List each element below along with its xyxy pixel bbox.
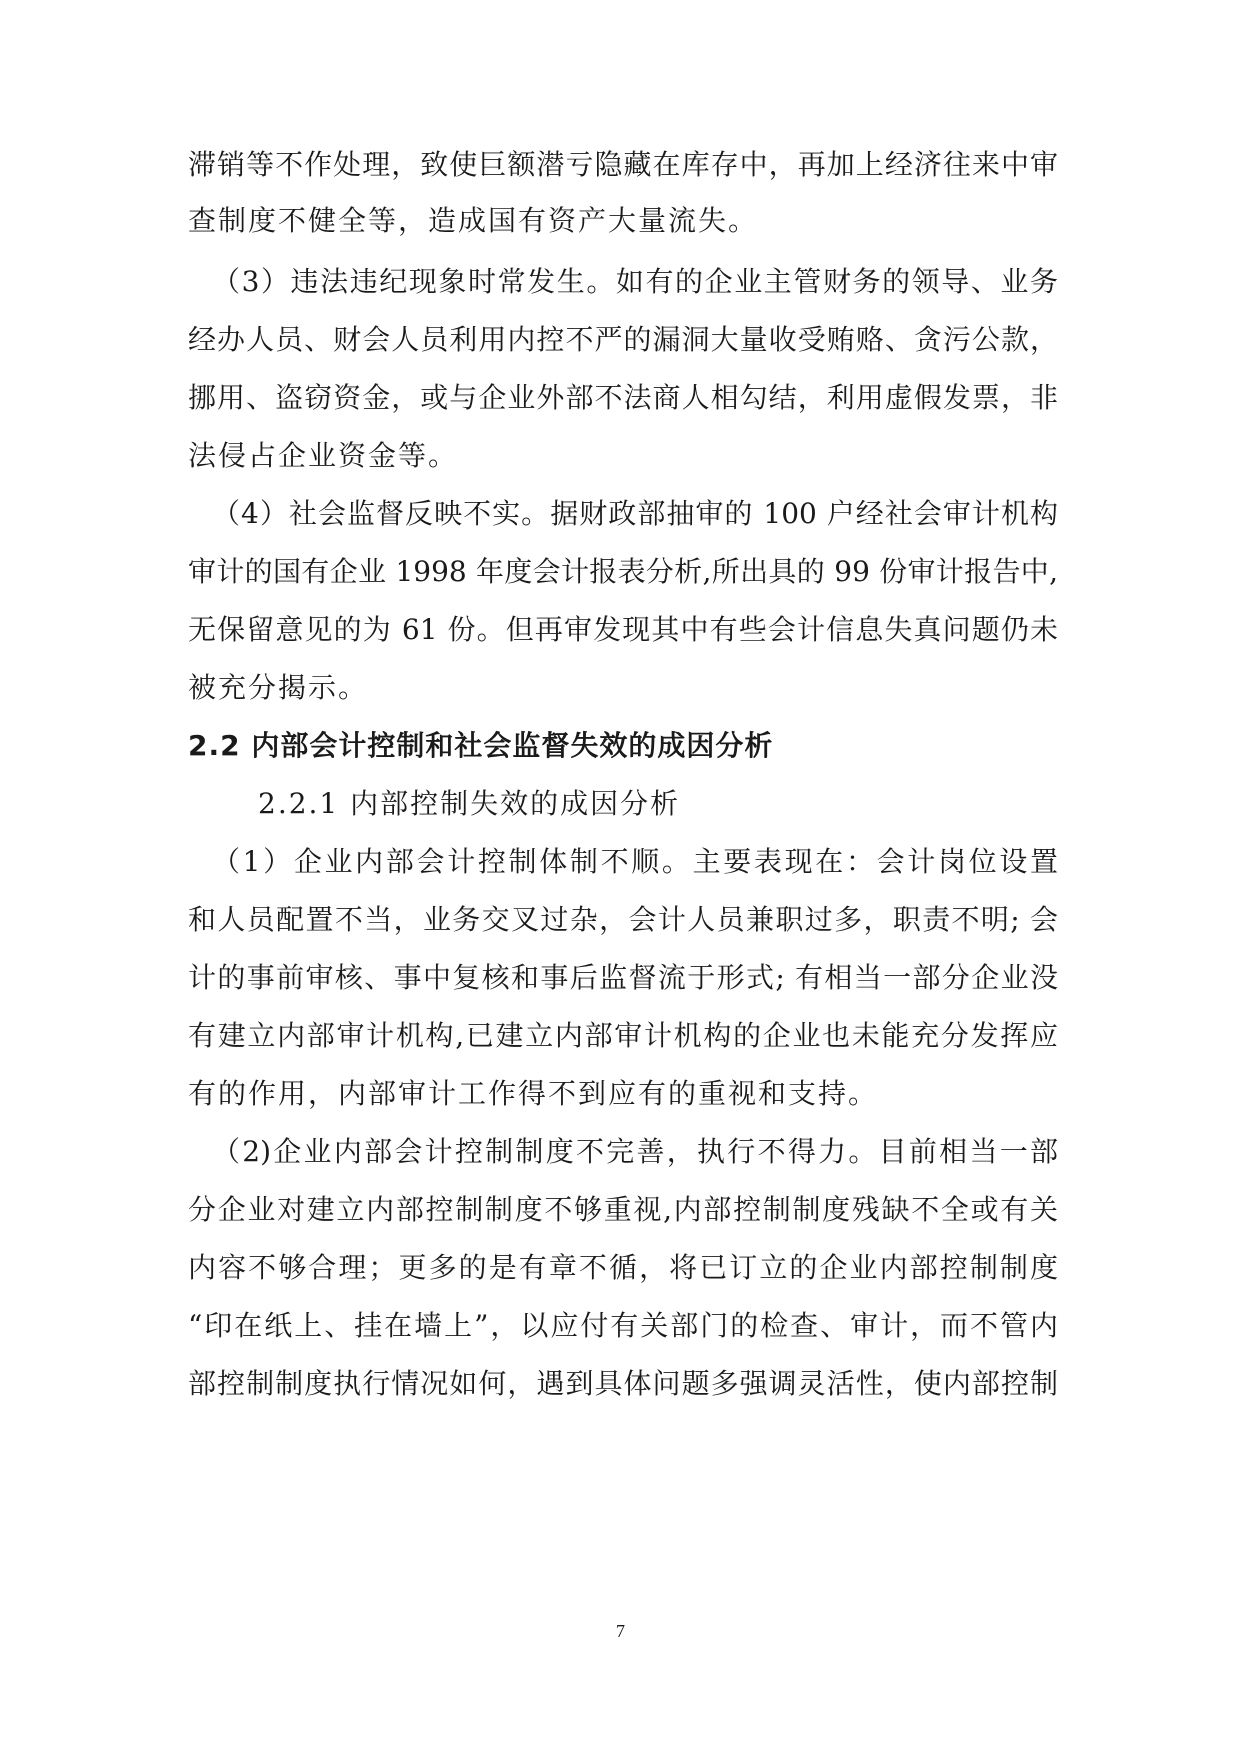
paragraph-4-line-5: 有的作用，内部审计工作得不到应有的重视和支持。: [188, 1077, 879, 1110]
paragraph-2-line-3: 挪用、盗窃资金，或与企业外部不法商人相勾结，利用虚假发票，非: [188, 381, 1058, 414]
page-number: 7: [616, 1621, 625, 1641]
paragraph-1-line-2: 查制度不健全等，造成国有资产大量流失。: [188, 204, 759, 237]
paragraph-3-line-2: 审计的国有企业 1998 年度会计报表分析,所出具的 99 份审计报告中,: [188, 555, 1058, 588]
paragraph-4-line-3: 计的事前审核、事中复核和事后监督流于形式; 有相当一部分企业没: [188, 961, 1058, 994]
section-heading: 2.2 内部会计控制和社会监督失效的成因分析: [188, 729, 774, 762]
paragraph-2-line-2: 经办人员、财会人员利用内控不严的漏洞大量收受贿赂、贪污公款，: [188, 323, 1058, 356]
paragraph-2-line-4: 法侵占企业资金等。: [188, 439, 459, 472]
paragraph-5-line-2: 分企业对建立内部控制制度不够重视,内部控制制度残缺不全或有关: [188, 1193, 1058, 1226]
paragraph-5-line-1: （2)企业内部会计控制制度不完善，执行不得力。目前相当一部: [212, 1135, 1058, 1168]
paragraph-4-line-2: 和人员配置不当，业务交叉过杂，会计人员兼职过多，职责不明; 会: [188, 903, 1058, 936]
paragraph-3-line-4: 被充分揭示。: [188, 671, 369, 704]
paragraph-5-line-3: 内容不够合理；更多的是有章不循，将已订立的企业内部控制制度: [188, 1251, 1058, 1284]
paragraph-3-line-1: （4）社会监督反映不实。据财政部抽审的 100 户经社会审计机构: [212, 497, 1058, 530]
paragraph-2-line-1: （3）违法违纪现象时常发生。如有的企业主管财务的领导、业务: [212, 265, 1058, 298]
paragraph-5-line-4: “印在纸上、挂在墙上”，以应付有关部门的检查、审计，而不管内: [188, 1309, 1058, 1342]
paragraph-4-line-1: （1）企业内部会计控制体制不顺。主要表现在：会计岗位设置: [212, 845, 1058, 878]
paragraph-1-line-1: 滞销等不作处理，致使巨额潜亏隐藏在库存中，再加上经济往来中审: [188, 148, 1058, 181]
subsection-heading: 2.2.1 内部控制失效的成因分析: [258, 787, 681, 820]
paragraph-3-line-3: 无保留意见的为 61 份。但再审发现其中有些会计信息失真问题仍未: [188, 613, 1058, 646]
paragraph-5-line-5: 部控制制度执行情况如何，遇到具体问题多强调灵活性，使内部控制: [188, 1367, 1058, 1400]
paragraph-4-line-4: 有建立内部审计机构,已建立内部审计机构的企业也未能充分发挥应: [188, 1019, 1058, 1052]
